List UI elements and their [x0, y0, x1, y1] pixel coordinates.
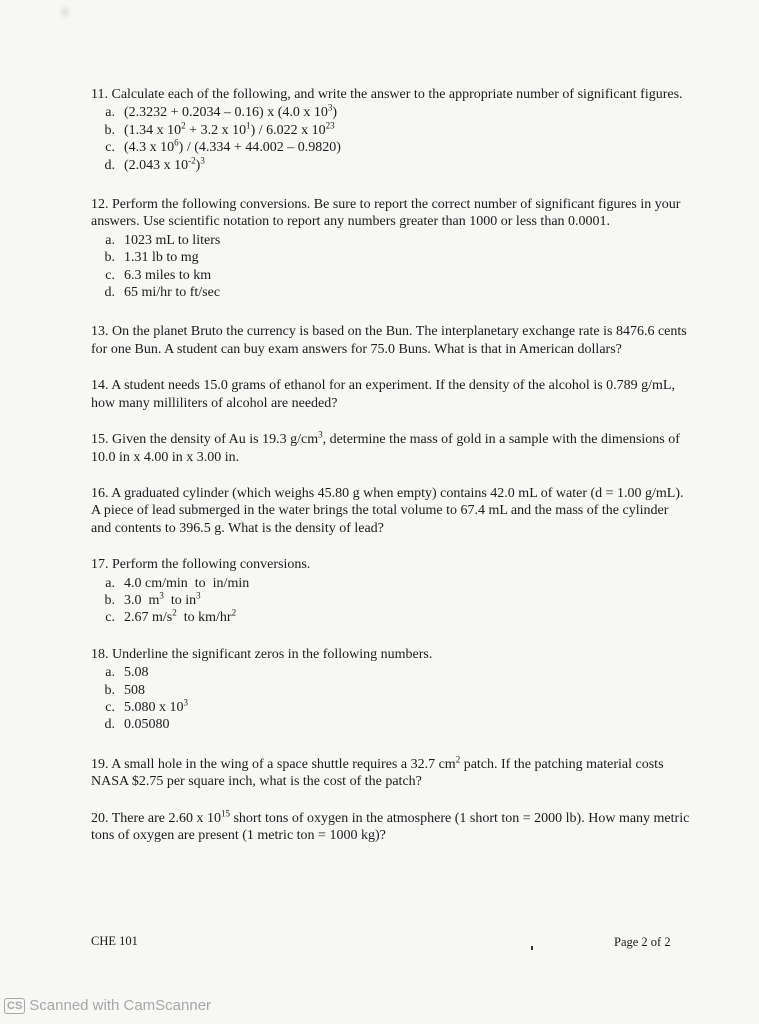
question-15 [91, 431, 691, 466]
question-text: 18. Underline the significant zeros in the following numbers. [91, 646, 433, 662]
item-letter: b. [104, 592, 115, 608]
item-text: 2.67 $m/s^2$ to $km/hr^2$ [124, 607, 237, 626]
item-letter: c. [105, 267, 115, 283]
watermark-text: Scanned with CamScanner [29, 997, 212, 1014]
question-14 [91, 377, 691, 412]
item-text: 508 [124, 682, 145, 698]
list-item [91, 699, 691, 716]
list-item [91, 284, 691, 301]
list-item [91, 609, 691, 626]
question-text: 20. There are 2.60 x $10^{15}$ short tons of oxygen in the atmosphere (1 short ton = 2000 lb). How many metric tons of oxygen are present (1 metric ton = 1000 kg)? [91, 807, 690, 843]
question-17 [91, 556, 691, 627]
item-letter: a. [105, 105, 115, 121]
list-item [91, 122, 691, 139]
item-letter: c. [105, 699, 115, 715]
item-letter: c. [105, 140, 115, 156]
item-text: 0.05080 [124, 717, 170, 733]
sub-item-list [91, 575, 691, 627]
item-text: (4.3 x $10^6) / (4.334 + 44.002 - 0.9820)$ [124, 137, 341, 156]
item-text: 1.31 lb to mg [124, 250, 199, 266]
question-text: 11. Calculate each of the following, and write the answer to the appropriate number of significant figures. [91, 87, 683, 102]
list-item [91, 267, 691, 284]
list-item [91, 664, 691, 681]
item-letter: d. [104, 157, 115, 173]
list-item [91, 154, 691, 174]
question-20 [91, 807, 691, 845]
question-text: 12. Perform the following conversions. Be sure to report the correct number of significant figures in your answers. Use scientific notation to report any numbers greater than 1000 or less than 0.0001. [91, 197, 681, 230]
item-letter: a. [105, 575, 115, 591]
question-text: 14. A student needs 15.0 grams of ethanol for an experiment. If the density of the alcohol is 0.789 g/mL, how many milliliters of alcohol are needed? [91, 378, 675, 411]
item-text: 5.08 [124, 665, 149, 681]
list-item [91, 716, 691, 733]
question-text: 19. A small hole in the wing of a space shuttle requires a 32.7 $cm^2$ patch. If the patching material costs NASA $2.75 per square inch, what is the cost of the patch? [91, 754, 664, 790]
item-letter: b. [104, 122, 115, 138]
item-letter: b. [104, 682, 115, 698]
list-item [91, 682, 691, 699]
question-16 [91, 485, 691, 537]
scan-dot [531, 946, 533, 950]
item-text: 1023 mL to liters [124, 232, 221, 248]
question-13 [91, 323, 691, 358]
list-item [91, 575, 691, 592]
footer-course: CHE 101 [91, 934, 138, 948]
item-text: (2.043 x $10^{-2})^3$ [124, 154, 205, 173]
item-text: 65 mi/hr to ft/sec [124, 285, 221, 301]
question-text: 13. On the planet Bruto the currency is based on the Bun. The interplanetary exchange rate is 8476.6 cents for one Bun. A student can buy exam answers for 75.0 Buns. What is that in American dollars? [91, 324, 687, 357]
list-item [91, 249, 691, 266]
item-letter: d. [104, 717, 115, 733]
sub-item-list [91, 104, 691, 174]
camscanner-logo-icon: CS [4, 998, 25, 1014]
item-letter: d. [104, 285, 115, 301]
item-text: 6.3 miles to km [124, 267, 212, 283]
question-18 [91, 646, 691, 734]
list-item [91, 232, 691, 249]
question-11 [91, 86, 691, 174]
scan-speck [58, 4, 72, 20]
sub-item-list [91, 232, 691, 302]
item-letter: c. [105, 610, 115, 626]
question-text: 17. Perform the following conversions. [91, 557, 311, 573]
sub-item-list [91, 664, 691, 734]
item-text: 5.080 x $10^3$ [124, 697, 188, 715]
item-text: (1.34 x $10^2 + 3.2$ x $10^1) / 6.022$ x $10^{23}$ [124, 120, 335, 138]
item-letter: a. [105, 232, 115, 248]
question-19 [91, 756, 691, 791]
item-letter: b. [104, 250, 115, 266]
item-text: 3.0 $m^3$ to $in^3$ [124, 590, 201, 608]
question-text: 15. Given the density of Au is 19.3 $g/cm^3$, determine the mass of gold in a sample with the dimensions of 10.0 in x 4.00 in x 3.00 in. [91, 429, 680, 465]
list-item [91, 592, 691, 609]
list-item [91, 139, 691, 156]
item-text: 4.0 cm/min to in/min [124, 575, 250, 591]
item-letter: a. [105, 665, 115, 681]
item-text: (2.3232 + 0.2034 – 0.16) x (4.0 x $10^3$) [124, 102, 338, 121]
camscanner-watermark [4, 997, 211, 1014]
question-text: 16. A graduated cylinder (which weighs 45.80 g when empty) contains 42.0 mL of water (d = 1.00 g/mL). A piece of lead submerged in the water brings the total volume to 67.4 mL and the mass of the cylinder and contents to 396.5 g. What is the density of lead? [91, 485, 684, 536]
question-12 [91, 196, 691, 301]
question-list [91, 86, 691, 844]
footer-page-number: Page 2 of 2 [614, 935, 671, 949]
